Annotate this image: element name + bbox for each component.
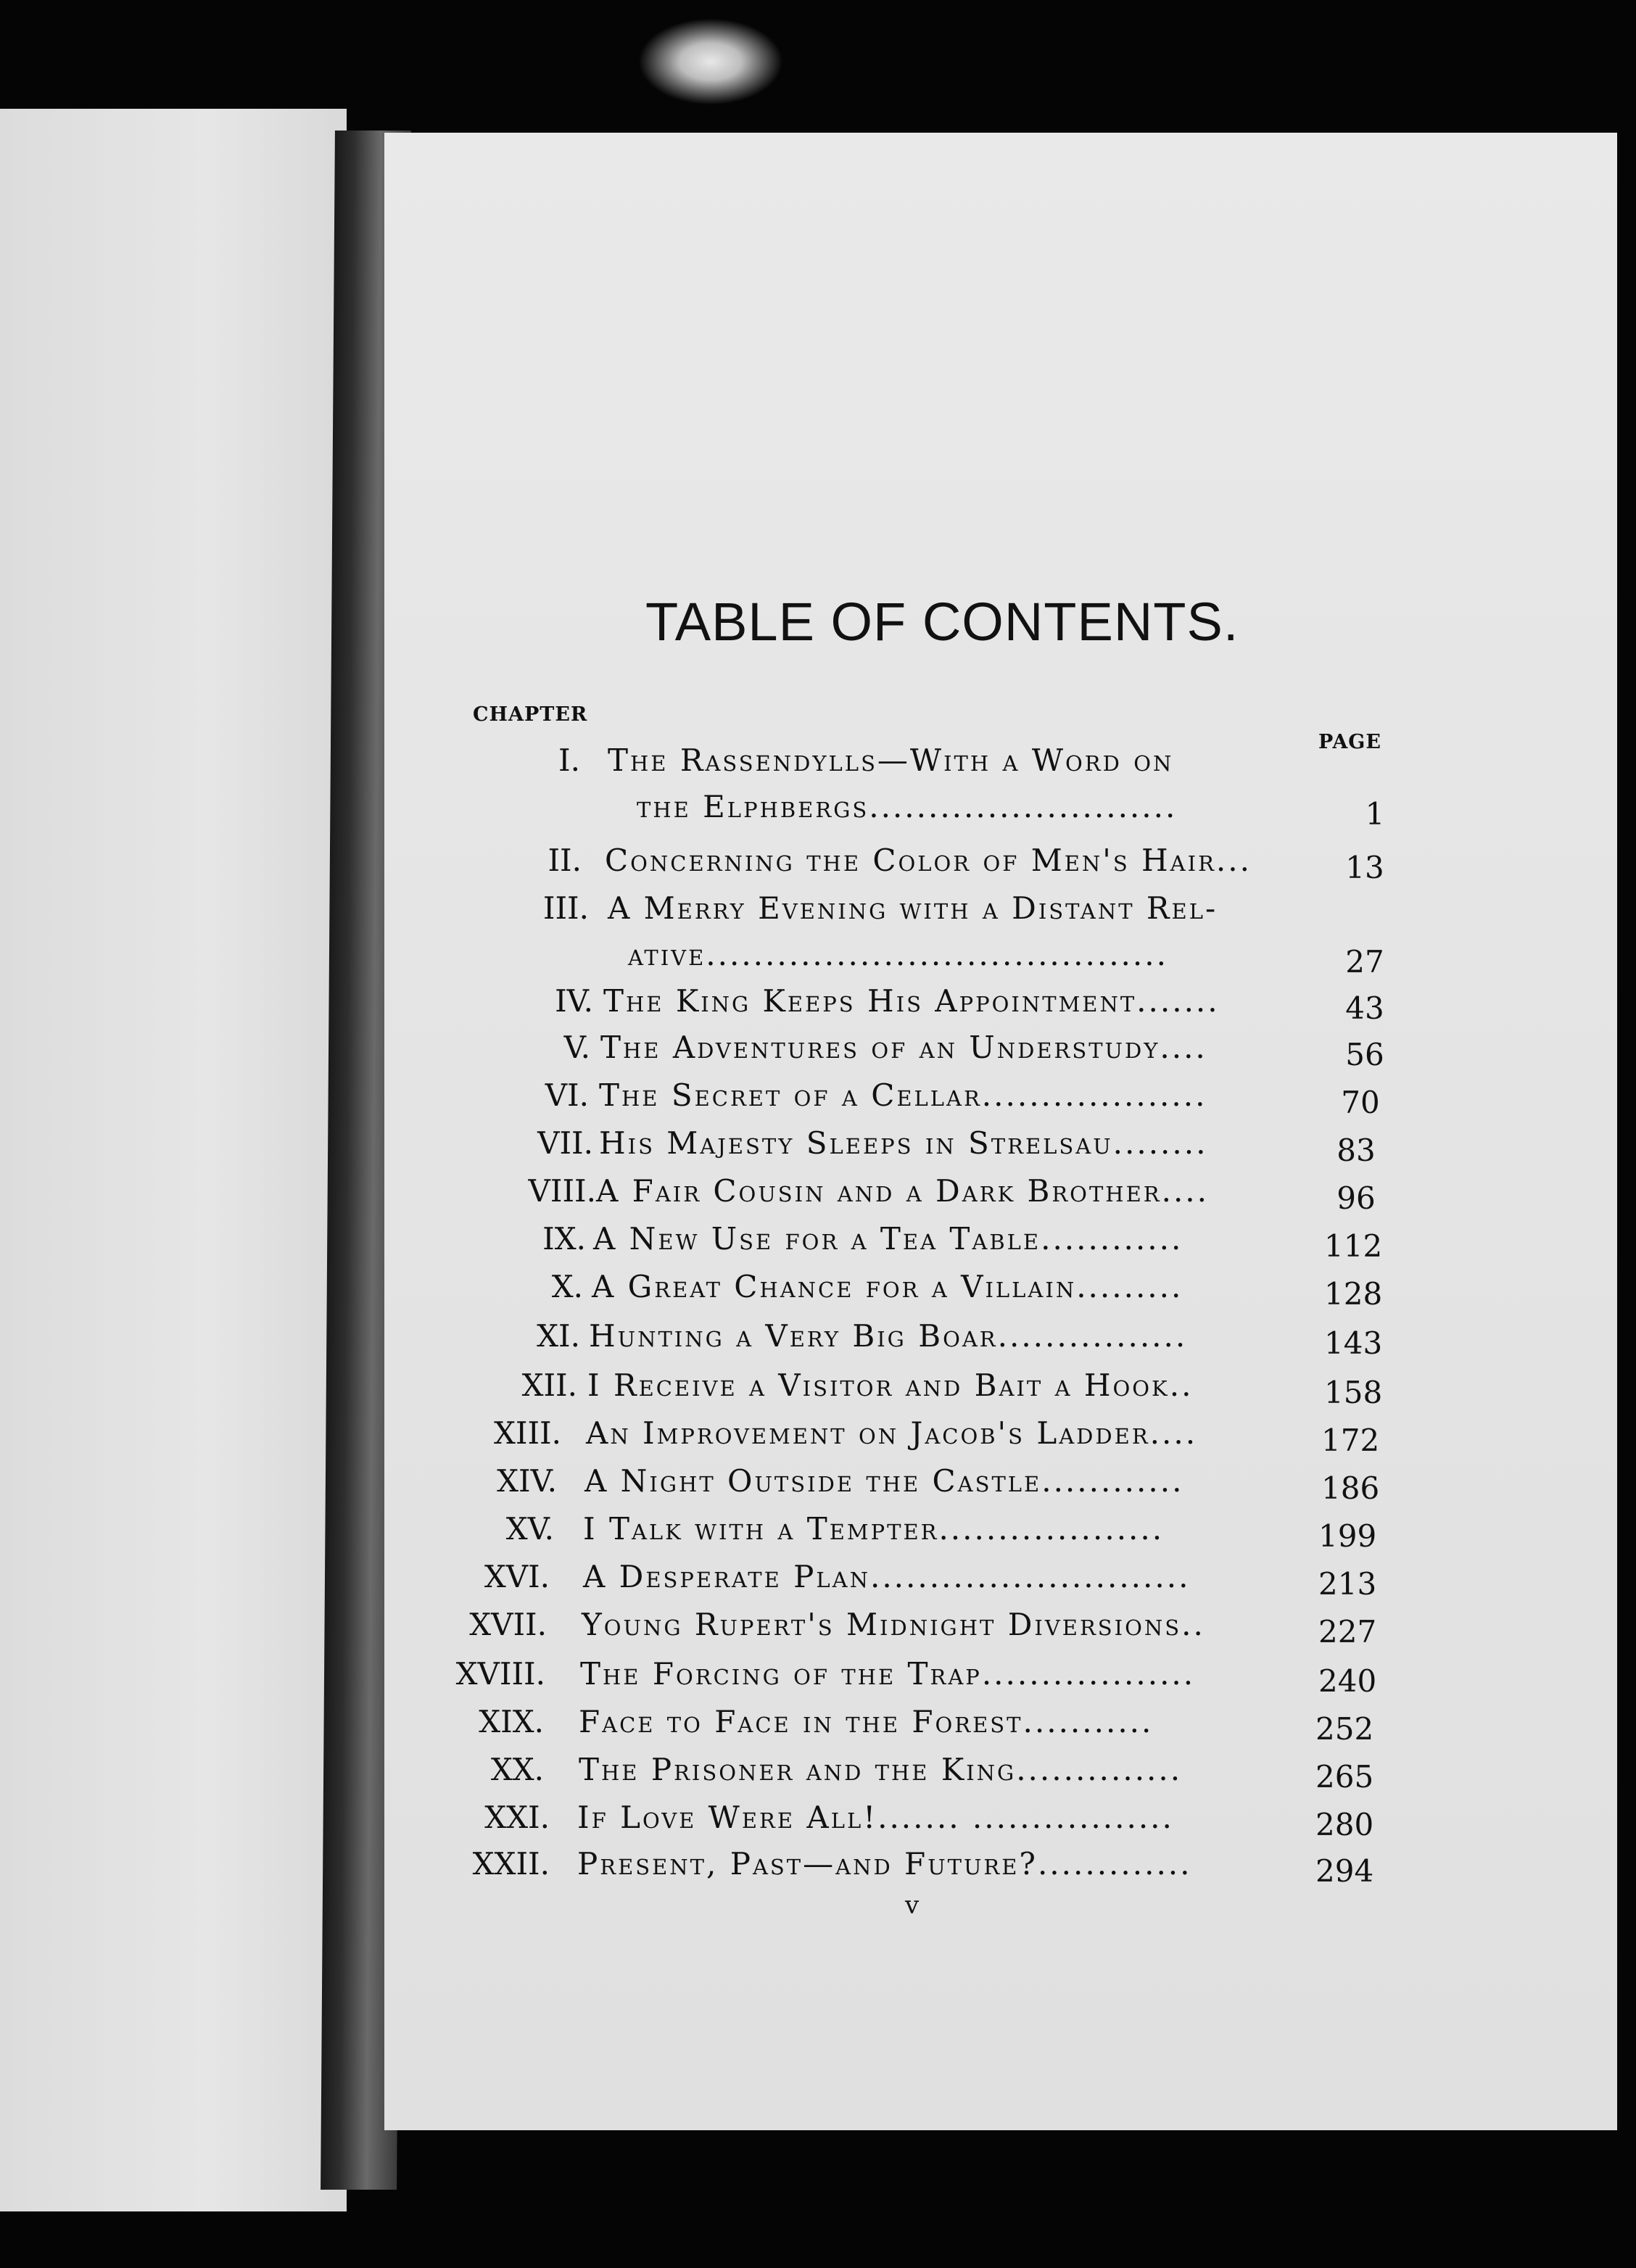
chapter-number: X. xyxy=(551,1269,583,1304)
page-number: 70 xyxy=(1341,1085,1380,1120)
chapter-title: Young Rupert's Midnight Diversions.. xyxy=(582,1607,1205,1642)
chapter-title: A Merry Evening with a Distant Rel- xyxy=(608,890,1218,926)
toc-entry xyxy=(0,1221,1636,1265)
chapter-number: XVIII. xyxy=(455,1656,545,1692)
page-folio: v xyxy=(905,1891,920,1920)
page-number: 265 xyxy=(1315,1759,1374,1795)
toc-entry xyxy=(0,1269,1636,1312)
toc-entry xyxy=(0,1846,1636,1890)
page-number: 1 xyxy=(1365,796,1385,832)
page-number: 186 xyxy=(1321,1470,1380,1506)
toc-entry xyxy=(0,1656,1636,1700)
chapter-number: XVI. xyxy=(484,1559,550,1594)
page-title: TABLE OF CONTENTS. xyxy=(645,592,1239,652)
page-number: 43 xyxy=(1345,990,1384,1026)
chapter-number: VI. xyxy=(545,1077,589,1113)
page-number: 56 xyxy=(1345,1037,1384,1072)
toc-entry xyxy=(0,742,1636,786)
chapter-title: The Adventures of an Understudy.... xyxy=(600,1030,1207,1065)
page-number: 280 xyxy=(1315,1807,1374,1842)
chapter-title: Present, Past—and Future?............. xyxy=(577,1846,1192,1882)
page-number: 294 xyxy=(1315,1853,1374,1889)
toc-entry xyxy=(0,937,1636,980)
toc-entry xyxy=(0,789,1636,832)
chapter-number: III. xyxy=(542,890,589,926)
chapter-title: The Rassendylls—With a Word on xyxy=(608,742,1174,778)
chapter-title: A Great Chance for a Villain......... xyxy=(592,1269,1183,1304)
page-number: 112 xyxy=(1324,1228,1383,1264)
chapter-title: A Desperate Plan........................... xyxy=(583,1559,1191,1594)
page-number: 252 xyxy=(1315,1711,1374,1747)
toc-entry xyxy=(0,1030,1636,1073)
toc-entry xyxy=(0,1800,1636,1843)
toc-entry xyxy=(0,1318,1636,1362)
chapter-number: XVII. xyxy=(469,1607,547,1642)
chapter-title: Face to Face in the Forest........... xyxy=(579,1704,1154,1739)
chapter-number: I. xyxy=(558,742,580,778)
page-number: 96 xyxy=(1337,1180,1376,1216)
toc-entry xyxy=(0,1511,1636,1555)
chapter-title: the Elphbergs.......................... xyxy=(637,789,1178,824)
toc-entry xyxy=(0,890,1636,934)
toc-entry xyxy=(0,1173,1636,1217)
chapter-title: I Receive a Visitor and Bait a Hook.. xyxy=(587,1367,1194,1403)
chapter-title: The Forcing of the Trap.................. xyxy=(580,1656,1196,1692)
page-number: 13 xyxy=(1345,850,1384,885)
chapter-title: A Fair Cousin and a Dark Brother.... xyxy=(596,1173,1209,1209)
chapter-number: VII. xyxy=(537,1125,593,1161)
page-number: 240 xyxy=(1318,1663,1377,1699)
toc-entry xyxy=(0,1367,1636,1411)
chapter-number: V. xyxy=(563,1030,590,1065)
chapter-title: The King Keeps His Appointment....... xyxy=(603,983,1220,1019)
chapter-title: The Secret of a Cellar................... xyxy=(599,1077,1207,1113)
chapter-title: Concerning the Color of Men's Hair... xyxy=(605,843,1252,878)
chapter-number: II. xyxy=(548,843,582,878)
toc-entry xyxy=(0,1077,1636,1121)
chapter-number: XXII. xyxy=(472,1846,550,1882)
chapter-number: IX. xyxy=(542,1221,586,1257)
page-column-label: PAGE xyxy=(1318,731,1381,753)
chapter-title: Hunting a Very Big Boar................ xyxy=(589,1318,1188,1354)
page-number: 213 xyxy=(1318,1566,1377,1602)
chapter-title: If Love Were All!....... ................. xyxy=(577,1800,1174,1835)
chapter-title: The Prisoner and the King.............. xyxy=(579,1752,1183,1787)
chapter-number: XIII. xyxy=(493,1415,561,1451)
chapter-title: An Improvement on Jacob's Ladder.... xyxy=(586,1415,1198,1451)
chapter-number: XXI. xyxy=(484,1800,550,1835)
chapter-number: XII. xyxy=(521,1367,577,1403)
page-number: 199 xyxy=(1318,1518,1377,1554)
chapter-number: XV. xyxy=(505,1511,554,1547)
toc-entry xyxy=(0,843,1636,886)
chapter-number: XX. xyxy=(490,1752,544,1787)
page-number: 172 xyxy=(1321,1423,1380,1458)
toc-entry xyxy=(0,1125,1636,1169)
page-number: 83 xyxy=(1337,1133,1376,1168)
scan-artifact xyxy=(638,18,783,105)
page-number: 158 xyxy=(1324,1375,1383,1410)
chapter-number: VIII. xyxy=(528,1173,596,1209)
toc-entry xyxy=(0,1415,1636,1459)
chapter-number: XI. xyxy=(537,1318,580,1354)
page-number: 128 xyxy=(1324,1276,1383,1312)
chapter-title: I Talk with a Tempter................... xyxy=(583,1511,1165,1547)
toc-entry xyxy=(0,1559,1636,1602)
chapter-number: XIV. xyxy=(497,1463,557,1499)
chapter-title: ative....................................... xyxy=(628,937,1168,972)
chapter-number: IV. xyxy=(555,983,593,1019)
toc-entry xyxy=(0,1704,1636,1747)
page-number: 227 xyxy=(1318,1614,1377,1650)
chapter-title: A New Use for a Tea Table............ xyxy=(593,1221,1183,1257)
toc-entry xyxy=(0,1752,1636,1795)
chapter-number: XIX. xyxy=(479,1704,544,1739)
chapter-title: A Night Outside the Castle............ xyxy=(584,1463,1184,1499)
page-number: 27 xyxy=(1345,944,1384,980)
chapter-title: His Majesty Sleeps in Strelsau........ xyxy=(599,1125,1208,1161)
chapter-column-label: CHAPTER xyxy=(473,703,588,726)
toc-entry xyxy=(0,1463,1636,1507)
toc-entry xyxy=(0,983,1636,1027)
toc-entry xyxy=(0,1607,1636,1650)
page-number: 143 xyxy=(1324,1325,1383,1361)
